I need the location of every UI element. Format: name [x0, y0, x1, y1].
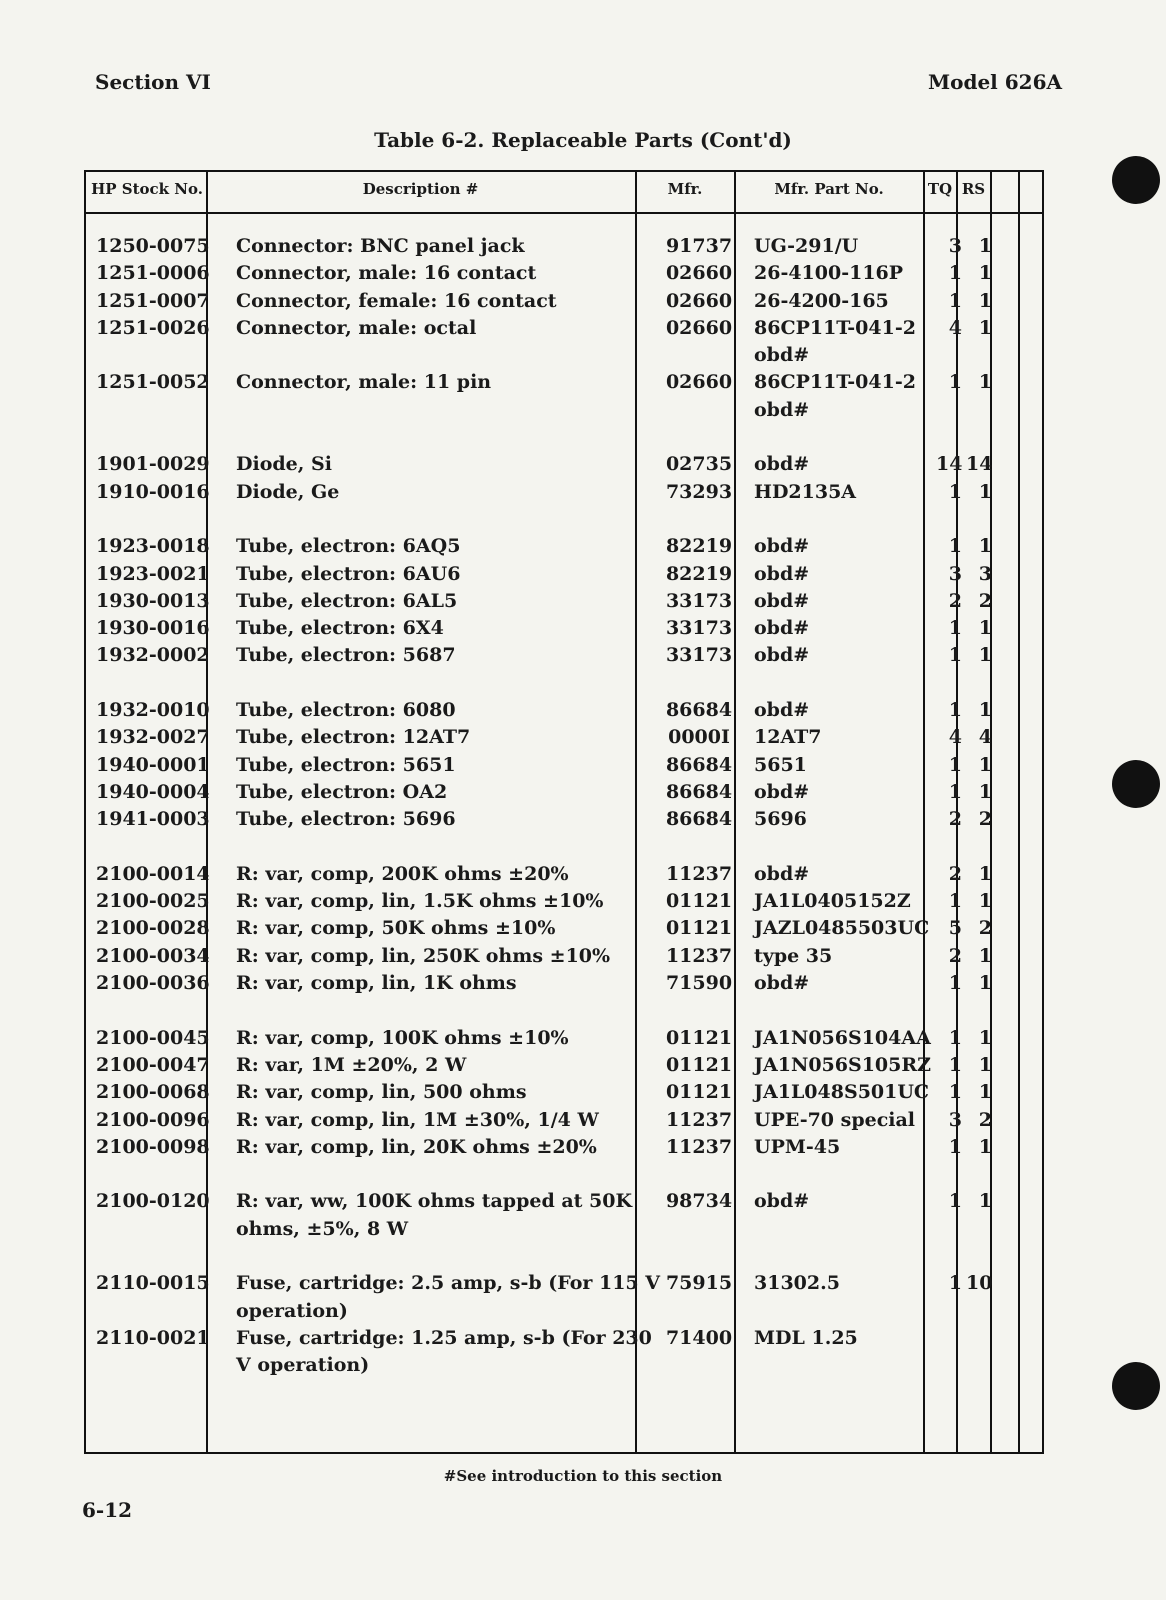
- table-row: [86, 970, 1042, 997]
- tq-cell: 1: [948, 535, 962, 558]
- table-row: [86, 1188, 1042, 1243]
- header-rule: [86, 212, 1042, 214]
- table-row: [86, 588, 1042, 615]
- tq-cell: 5: [948, 917, 962, 940]
- description-cell: Connector: BNC panel jack: [236, 235, 525, 257]
- tq-cell: 1: [948, 890, 962, 913]
- stock-number-cell: 1251-0052: [96, 371, 210, 394]
- stock-number-cell: 2100-0034: [96, 944, 210, 967]
- description-cell: Fuse, cartridge: 1.25 amp, s-b (For 230 V operation): [236, 1326, 652, 1377]
- table-row: [86, 1325, 1042, 1380]
- part-number-cell: obd#: [754, 453, 810, 476]
- description-cell: R: var, comp, lin, 1.5K ohms ±10%: [236, 890, 604, 913]
- table-row: [86, 943, 1042, 970]
- description-cell: Tube, electron: 5687: [236, 644, 456, 667]
- tq-cell: 1: [948, 1272, 962, 1295]
- description-cell: Tube, electron: 12AT7: [236, 726, 471, 749]
- part-number-cell: 31302.5: [754, 1272, 840, 1295]
- part-number-cell: 12AT7: [754, 726, 822, 749]
- part-number-cell: obd#: [754, 780, 810, 803]
- table-row: [86, 479, 1042, 506]
- tq-cell: 4: [948, 316, 962, 339]
- stock-number-cell: 1923-0021: [96, 562, 210, 585]
- tq-cell: 1: [948, 1053, 962, 1076]
- table-row: [86, 888, 1042, 915]
- description-cell: R: var, comp, lin, 1M ±30%, 1/4 W: [236, 1108, 599, 1131]
- table-row: [86, 861, 1042, 888]
- part-number-cell: JA1L048S501UC: [754, 1081, 930, 1104]
- table-row: [86, 752, 1042, 779]
- rs-cell: 1: [978, 862, 992, 885]
- rs-cell: 1: [978, 262, 992, 285]
- rs-cell: 1: [978, 1026, 992, 1049]
- stock-number-cell: 2110-0015: [96, 1272, 210, 1295]
- stock-number-cell: 1930-0016: [96, 617, 210, 640]
- table-row: [86, 369, 1042, 424]
- tq-cell: 1: [948, 1081, 962, 1104]
- part-number-cell: UPM-45: [754, 1135, 841, 1158]
- rs-cell: 1: [978, 890, 992, 913]
- header-part-no: Mfr. Part No.: [774, 180, 884, 198]
- tq-cell: 1: [948, 262, 962, 285]
- manufacturer-cell: 02660: [665, 316, 733, 339]
- tq-cell: 1: [948, 1135, 962, 1158]
- header-rs: RS: [961, 180, 986, 198]
- rs-cell: 1: [978, 1190, 992, 1213]
- part-number-cell: obd#: [754, 562, 810, 585]
- rs-cell: 10: [966, 1272, 993, 1295]
- manufacturer-cell: 01121: [665, 1053, 733, 1076]
- manufacturer-cell: 82219: [665, 535, 733, 558]
- description-cell: R: var, 1M ±20%, 2 W: [236, 1053, 467, 1076]
- rs-cell: 14: [966, 453, 993, 476]
- description-cell: R: var, comp, lin, 20K ohms ±20%: [236, 1135, 597, 1158]
- manufacturer-cell: 86684: [665, 780, 733, 803]
- description-cell: R: var, comp, 200K ohms ±20%: [236, 862, 569, 885]
- description-cell: Connector, male: octal: [236, 316, 477, 339]
- stock-number-cell: 1910-0016: [96, 480, 210, 503]
- manufacturer-cell: 01121: [665, 890, 733, 913]
- manufacturer-cell: 11237: [665, 1108, 733, 1131]
- part-number-cell: JA1N056S105RZ: [754, 1053, 932, 1076]
- description-cell: Tube, electron: 6X4: [236, 617, 444, 640]
- description-cell: Fuse, cartridge: 2.5 amp, s-b (For 115 V operation): [236, 1272, 661, 1322]
- table-row: [86, 1052, 1042, 1079]
- section-label: Section VI: [95, 70, 211, 94]
- stock-number-cell: 2110-0021: [96, 1326, 210, 1349]
- footnote: #See introduction to this section: [443, 1467, 723, 1485]
- table-row: [86, 233, 1042, 260]
- part-number-cell: obd#: [754, 972, 810, 995]
- part-number-cell: 86CP11T-041-2 obd#: [754, 316, 916, 367]
- group-spacer: [86, 834, 1042, 861]
- parts-table: [84, 170, 1044, 1454]
- tq-cell: 3: [948, 1108, 962, 1131]
- rs-cell: 1: [978, 535, 992, 558]
- description-cell: R: var, comp, lin, 500 ohms: [236, 1081, 527, 1104]
- rs-cell: 1: [978, 235, 992, 257]
- stock-number-cell: 2100-0098: [96, 1135, 210, 1158]
- manufacturer-cell: 86684: [665, 699, 733, 722]
- stock-number-cell: 1932-0002: [96, 644, 210, 667]
- stock-number-cell: 1923-0018: [96, 535, 210, 558]
- part-number-cell: JA1N056S104AA: [754, 1026, 931, 1049]
- header-description: Description #: [362, 180, 479, 198]
- part-number-cell: UG-291/U: [754, 235, 859, 257]
- header-stock: HP Stock No.: [91, 180, 203, 198]
- table-row: [86, 1270, 1042, 1325]
- table-row: [86, 779, 1042, 806]
- stock-number-cell: 1250-0075: [96, 235, 210, 257]
- table-row: [86, 1134, 1042, 1161]
- part-number-cell: 26-4200-165: [754, 289, 889, 312]
- table-row: [86, 260, 1042, 287]
- table-row: [86, 697, 1042, 724]
- manufacturer-cell: 86684: [665, 808, 733, 831]
- manufacturer-cell: 11237: [665, 862, 733, 885]
- tq-cell: 1: [948, 644, 962, 667]
- rs-cell: 1: [978, 1053, 992, 1076]
- description-cell: R: var, comp, lin, 1K ohms: [236, 972, 517, 995]
- group-spacer: [86, 424, 1042, 451]
- tq-cell: 1: [948, 1026, 962, 1049]
- stock-number-cell: 2100-0036: [96, 972, 210, 995]
- table-row: [86, 1079, 1042, 1106]
- rs-cell: 1: [978, 699, 992, 722]
- stock-number-cell: 2100-0068: [96, 1081, 210, 1104]
- group-spacer: [86, 1243, 1042, 1270]
- stock-number-cell: 2100-0028: [96, 917, 210, 940]
- part-number-cell: obd#: [754, 699, 810, 722]
- group-spacer: [86, 506, 1042, 533]
- manufacturer-cell: 91737: [665, 235, 733, 257]
- group-spacer: [86, 997, 1042, 1024]
- stock-number-cell: 2100-0096: [96, 1108, 210, 1131]
- rs-cell: 2: [978, 808, 992, 831]
- tq-cell: 1: [948, 480, 962, 503]
- rs-cell: 1: [978, 316, 992, 339]
- stock-number-cell: 2100-0047: [96, 1053, 210, 1076]
- binder-hole-decoration: [1112, 760, 1160, 808]
- rs-cell: 1: [978, 617, 992, 640]
- binder-hole-decoration: [1112, 1362, 1160, 1410]
- rs-cell: 3: [978, 562, 992, 585]
- description-cell: R: var, comp, 100K ohms ±10%: [236, 1026, 569, 1049]
- table-row: [86, 915, 1042, 942]
- table-body: [86, 233, 1042, 1379]
- rs-cell: 1: [978, 944, 992, 967]
- part-number-cell: obd#: [754, 589, 810, 612]
- manufacturer-cell: 86684: [665, 753, 733, 776]
- tq-cell: 1: [948, 780, 962, 803]
- stock-number-cell: 1251-0006: [96, 262, 210, 285]
- table-title: Table 6-2. Replaceable Parts (Cont'd): [374, 128, 792, 152]
- part-number-cell: type 35: [754, 944, 833, 967]
- description-cell: Connector, male: 16 contact: [236, 262, 537, 285]
- rs-cell: 4: [978, 726, 992, 749]
- tq-cell: 2: [948, 944, 962, 967]
- tq-cell: 3: [948, 562, 962, 585]
- part-number-cell: JAZL0485503UC: [754, 917, 930, 940]
- manufacturer-cell: 75915: [665, 1272, 733, 1295]
- table-row: [86, 533, 1042, 560]
- part-number-cell: obd#: [754, 862, 810, 885]
- page-number: 6-12: [82, 1498, 133, 1522]
- manufacturer-cell: 73293: [665, 480, 733, 503]
- manufacturer-cell: 71590: [665, 972, 733, 995]
- table-row: [86, 288, 1042, 315]
- group-spacer: [86, 1161, 1042, 1188]
- manufacturer-cell: 02660: [665, 289, 733, 312]
- stock-number-cell: 1932-0027: [96, 726, 210, 749]
- table-row: [86, 315, 1042, 370]
- rs-cell: 1: [978, 371, 992, 394]
- rs-cell: 1: [978, 780, 992, 803]
- stock-number-cell: 2100-0025: [96, 890, 210, 913]
- description-cell: Connector, male: 11 pin: [236, 371, 492, 394]
- part-number-cell: obd#: [754, 535, 810, 558]
- description-cell: R: var, comp, lin, 250K ohms ±10%: [236, 944, 611, 967]
- model-label: Model 626A: [927, 70, 1062, 94]
- manufacturer-cell: 02735: [665, 453, 733, 476]
- part-number-cell: HD2135A: [754, 480, 857, 503]
- description-cell: Tube, electron: 5696: [236, 808, 456, 831]
- stock-number-cell: 1251-0007: [96, 289, 210, 312]
- tq-cell: 1: [948, 289, 962, 312]
- manufacturer-cell: 33173: [665, 617, 733, 640]
- table-row: [86, 724, 1042, 751]
- tq-cell: 1: [948, 972, 962, 995]
- part-number-cell: UPE-70 special: [754, 1108, 916, 1131]
- description-cell: Tube, electron: 6080: [236, 699, 456, 722]
- stock-number-cell: 2100-0045: [96, 1026, 210, 1049]
- stock-number-cell: 2100-0120: [96, 1190, 210, 1213]
- rs-cell: 1: [978, 972, 992, 995]
- tq-cell: 1: [948, 753, 962, 776]
- part-number-cell: 86CP11T-041-2 obd#: [754, 371, 916, 421]
- tq-cell: 1: [948, 699, 962, 722]
- rs-cell: 1: [978, 1135, 992, 1158]
- manufacturer-cell: 33173: [665, 589, 733, 612]
- header-tq: TQ: [927, 180, 953, 198]
- description-cell: Diode, Si: [236, 453, 332, 476]
- rs-cell: 2: [978, 1108, 992, 1131]
- rs-cell: 1: [978, 753, 992, 776]
- part-number-cell: obd#: [754, 617, 810, 640]
- table-row: [86, 561, 1042, 588]
- manufacturer-cell: 11237: [665, 944, 733, 967]
- table-row: [86, 615, 1042, 642]
- rs-cell: 1: [978, 289, 992, 312]
- stock-number-cell: 1930-0013: [96, 589, 210, 612]
- table-row: [86, 451, 1042, 478]
- rs-cell: 2: [978, 589, 992, 612]
- part-number-cell: 26-4100-116P: [754, 262, 904, 285]
- tq-cell: 4: [948, 726, 962, 749]
- description-cell: Connector, female: 16 contact: [236, 289, 557, 312]
- rs-cell: 1: [978, 644, 992, 667]
- description-cell: R: var, comp, 50K ohms ±10%: [236, 917, 556, 940]
- manufacturer-cell: 01121: [665, 917, 733, 940]
- rs-cell: 1: [978, 1081, 992, 1104]
- manufacturer-cell: 02660: [665, 371, 733, 394]
- part-number-cell: 5696: [754, 808, 807, 831]
- manufacturer-cell: 01121: [665, 1026, 733, 1049]
- manufacturer-cell: 98734: [665, 1190, 733, 1213]
- description-cell: Tube, electron: 6AL5: [236, 589, 458, 612]
- stock-number-cell: 1941-0003: [96, 808, 210, 831]
- manufacturer-cell: 0000I: [668, 726, 730, 749]
- binder-hole-decoration: [1112, 156, 1160, 204]
- tq-cell: 2: [948, 862, 962, 885]
- description-cell: Tube, electron: OA2: [236, 780, 448, 803]
- part-number-cell: obd#: [754, 1190, 810, 1213]
- table-row: [86, 642, 1042, 669]
- part-number-cell: JA1L0405152Z: [754, 890, 911, 913]
- description-cell: Tube, electron: 6AQ5: [236, 535, 461, 558]
- part-number-cell: obd#: [754, 644, 810, 667]
- tq-cell: 1: [948, 371, 962, 394]
- rs-cell: 2: [978, 917, 992, 940]
- manufacturer-cell: 01121: [665, 1081, 733, 1104]
- manufacturer-cell: 33173: [665, 644, 733, 667]
- header-mfr: Mfr.: [667, 180, 703, 198]
- part-number-cell: 5651: [754, 753, 807, 776]
- rs-cell: 1: [978, 480, 992, 503]
- table-row: [86, 1107, 1042, 1134]
- stock-number-cell: 1932-0010: [96, 699, 210, 722]
- tq-cell: 1: [948, 1190, 962, 1213]
- table-row: [86, 806, 1042, 833]
- manufacturer-cell: 71400: [665, 1326, 733, 1349]
- tq-cell: 2: [948, 808, 962, 831]
- tq-cell: 3: [948, 235, 962, 257]
- part-number-cell: MDL 1.25: [754, 1326, 858, 1349]
- tq-cell: 2: [948, 589, 962, 612]
- manufacturer-cell: 82219: [665, 562, 733, 585]
- tq-cell: 14: [936, 453, 963, 476]
- group-spacer: [86, 670, 1042, 697]
- description-cell: Diode, Ge: [236, 480, 340, 503]
- stock-number-cell: 1940-0001: [96, 753, 210, 776]
- manufacturer-cell: 11237: [665, 1135, 733, 1158]
- manufacturer-cell: 02660: [665, 262, 733, 285]
- description-cell: R: var, ww, 100K ohms tapped at 50K ohms, ±5%, 8 W: [236, 1190, 633, 1240]
- stock-number-cell: 1940-0004: [96, 780, 210, 803]
- description-cell: Tube, electron: 5651: [236, 753, 456, 776]
- table-row: [86, 1025, 1042, 1052]
- description-cell: Tube, electron: 6AU6: [236, 562, 461, 585]
- stock-number-cell: 1251-0026: [96, 316, 210, 339]
- stock-number-cell: 2100-0014: [96, 862, 210, 885]
- tq-cell: 1: [948, 617, 962, 640]
- stock-number-cell: 1901-0029: [96, 453, 210, 476]
